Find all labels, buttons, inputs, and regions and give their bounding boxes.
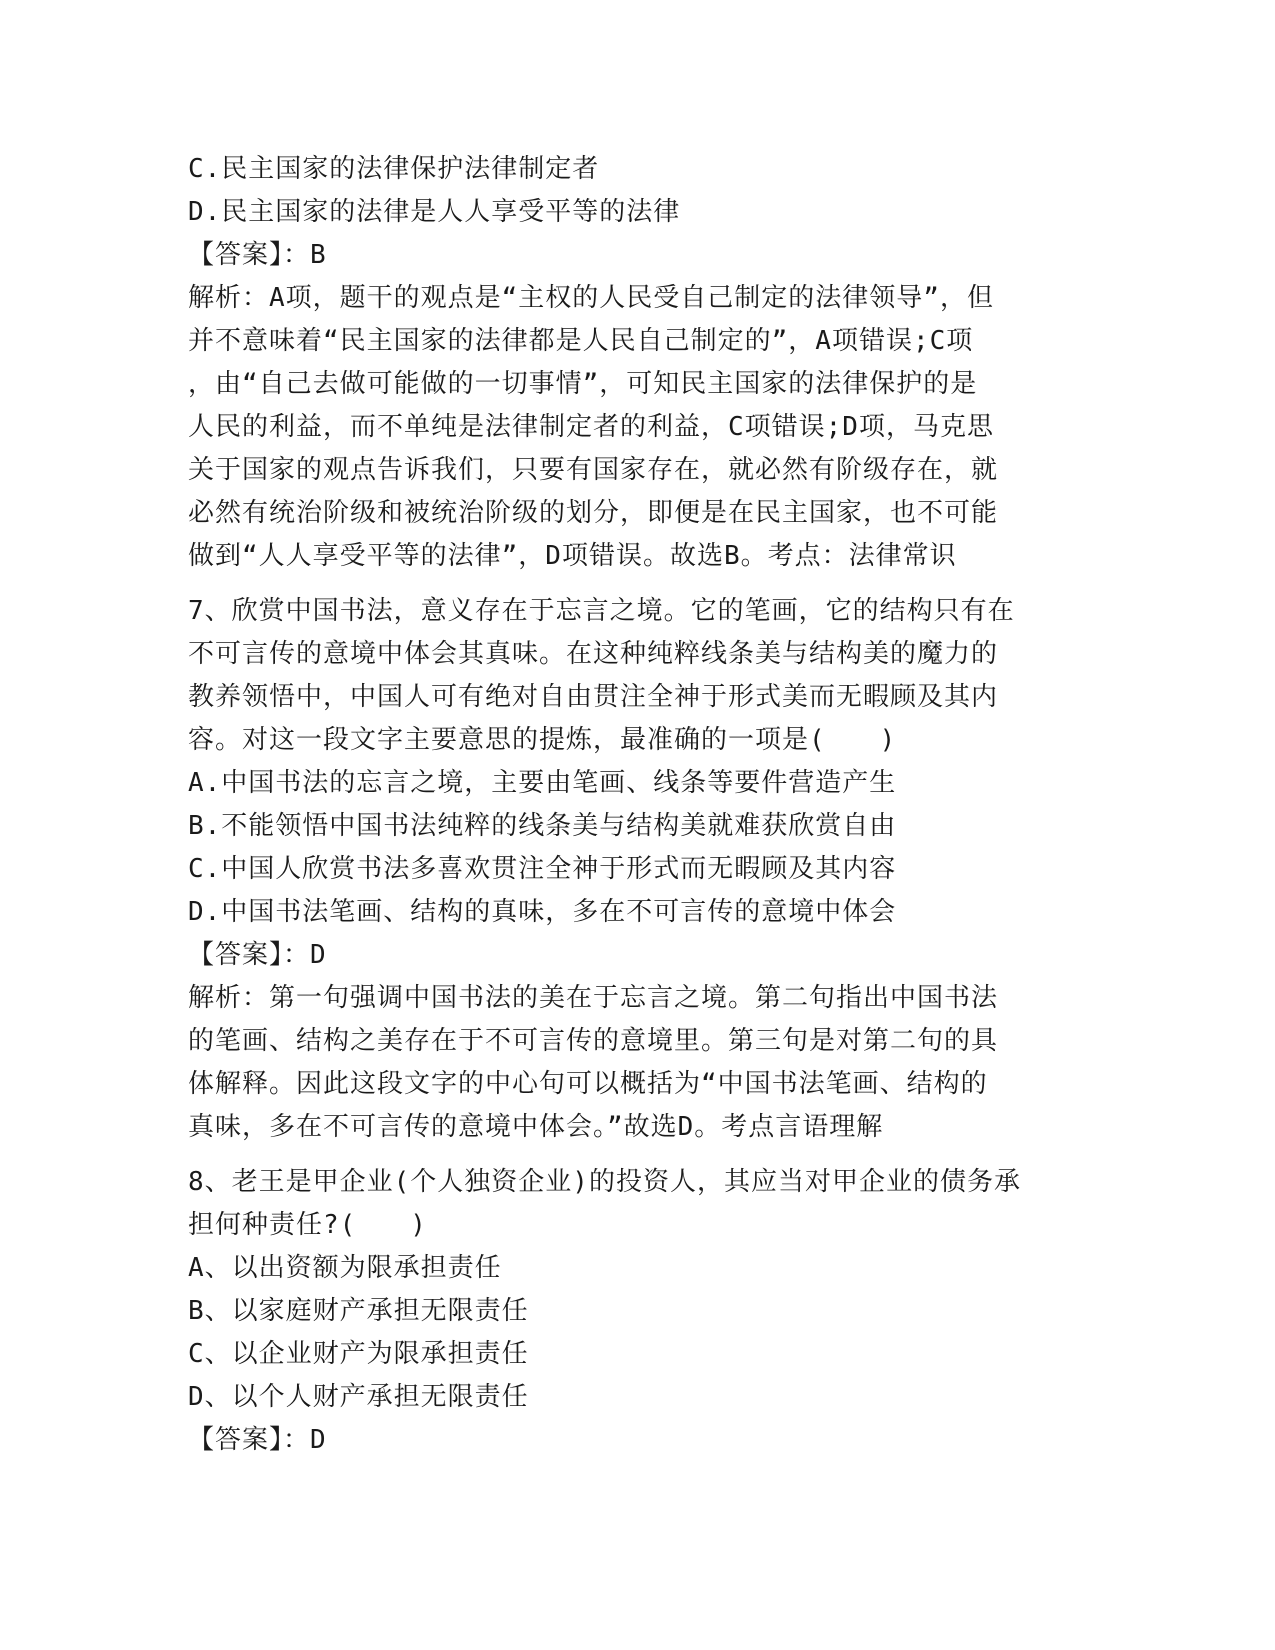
q7-option-d: D.中国书法笔画、结构的真味，多在不可言传的意境中体会 xyxy=(188,897,897,927)
q7-option-a: A.中国书法的忘言之境，主要由笔画、线条等要件营造产生 xyxy=(188,768,897,798)
q7-option-c: C.中国人欣赏书法多喜欢贯注全神于形式而无暇顾及其内容 xyxy=(188,854,897,884)
document-body xyxy=(188,148,1088,1462)
q8-option-a: A、以出资额为限承担责任 xyxy=(188,1253,502,1283)
q8-stem-line: 担何种责任?( ) xyxy=(188,1210,427,1240)
q6-analysis-line: ，由“自己去做可能做的一切事情”，可知民主国家的法律保护的是 xyxy=(188,369,978,399)
q8-option-c: C、以企业财产为限承担责任 xyxy=(188,1339,529,1369)
q6-answer: 【答案】：B xyxy=(188,240,327,270)
q7-analysis-line: 体解释。因此这段文字的中心句可以概括为“中国书法笔画、结构的 xyxy=(188,1069,988,1099)
q6-analysis-line: 并不意味着“民主国家的法律都是人民自己制定的”，A项错误;C项 xyxy=(188,326,974,356)
q7-analysis-line: 的笔画、结构之美存在于不可言传的意境里。第三句是对第二句的具 xyxy=(188,1026,999,1056)
q8-option-b: B、以家庭财产承担无限责任 xyxy=(188,1296,529,1326)
section-gap xyxy=(188,1149,1088,1161)
q6-analysis-line: 做到“人人享受平等的法律”，D项错误。故选B。考点：法律常识 xyxy=(188,541,957,571)
section-gap xyxy=(188,578,1088,590)
q7-stem-line: 容。对这一段文字主要意思的提炼，最准确的一项是( ) xyxy=(188,725,897,755)
q6-analysis-line: 人民的利益，而不单纯是法律制定者的利益，C项错误;D项，马克思 xyxy=(188,412,994,442)
q6-option-c: C.民主国家的法律保护法律制定者 xyxy=(188,154,600,184)
q6-analysis-line: 必然有统治阶级和被统治阶级的划分，即便是在民主国家，也不可能 xyxy=(188,498,999,528)
q8-stem-line: 8、老王是甲企业(个人独资企业)的投资人，其应当对甲企业的债务承 xyxy=(188,1167,1021,1197)
q7-stem-line: 不可言传的意境中体会其真味。在这种纯粹线条美与结构美的魔力的 xyxy=(188,639,999,669)
q8-answer: 【答案】：D xyxy=(188,1425,327,1455)
q7-option-b: B.不能领悟中国书法纯粹的线条美与结构美就难获欣赏自由 xyxy=(188,811,897,841)
q7-stem-line: 教养领悟中，中国人可有绝对自由贯注全神于形式美而无暇顾及其内 xyxy=(188,682,999,712)
q8-option-d: D、以个人财产承担无限责任 xyxy=(188,1382,529,1412)
q6-option-d: D.民主国家的法律是人人享受平等的法律 xyxy=(188,197,681,227)
q6-analysis-line: 关于国家的观点告诉我们，只要有国家存在，就必然有阶级存在，就 xyxy=(188,455,999,485)
q7-stem-line: 7、欣赏中国书法，意义存在于忘言之境。它的笔画，它的结构只有在 xyxy=(188,596,1015,626)
q7-analysis-line: 解析：第一句强调中国书法的美在于忘言之境。第二句指出中国书法 xyxy=(188,983,999,1013)
q7-analysis-line: 真味，多在不可言传的意境中体会。”故选D。考点言语理解 xyxy=(188,1112,884,1142)
q7-answer: 【答案】：D xyxy=(188,940,327,970)
q6-analysis-line: 解析：A项，题干的观点是“主权的人民受自己制定的法律领导”，但 xyxy=(188,283,994,313)
